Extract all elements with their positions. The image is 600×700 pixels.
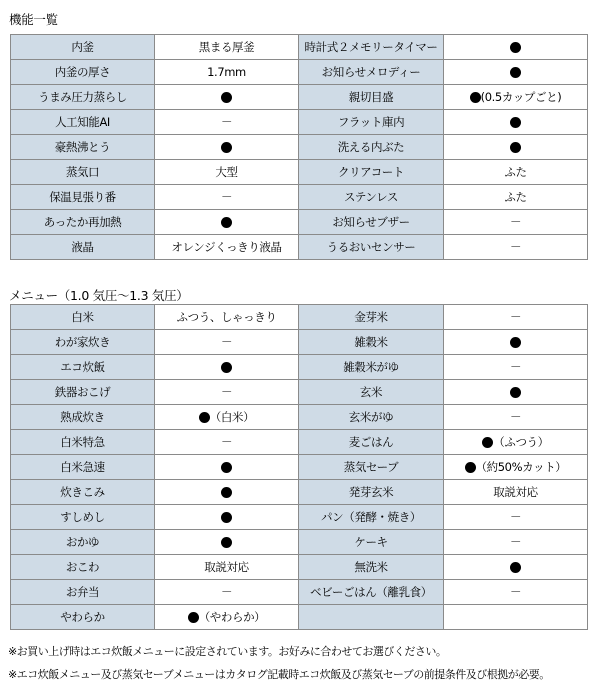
item-label: お知らせブザー	[299, 210, 444, 235]
item-label: 炊きこみ	[11, 480, 155, 505]
menu-table	[10, 304, 588, 630]
table-row	[11, 480, 588, 505]
item-value	[155, 210, 299, 235]
table-row	[11, 135, 588, 160]
item-label: 雑穀米	[299, 330, 444, 355]
item-label: 内釜	[11, 35, 155, 60]
item-value: ふつう、しゃっきり	[155, 305, 299, 330]
item-value	[444, 85, 588, 110]
item-label: ケーキ	[299, 530, 444, 555]
item-value: ふた	[444, 185, 588, 210]
item-value: －	[155, 430, 299, 455]
table-row	[11, 380, 588, 405]
item-value: 大型	[155, 160, 299, 185]
item-label: あったか再加熱	[11, 210, 155, 235]
item-value: －	[155, 185, 299, 210]
item-label: 内釜の厚さ	[11, 60, 155, 85]
item-value	[155, 405, 299, 430]
item-value	[155, 480, 299, 505]
dot-icon	[221, 512, 232, 523]
table-row	[11, 330, 588, 355]
dot-icon	[510, 562, 521, 573]
item-value: 取説対応	[444, 480, 588, 505]
item-label: 金芽米	[299, 305, 444, 330]
table-row	[11, 580, 588, 605]
item-value	[444, 35, 588, 60]
item-label: エコ炊飯	[11, 355, 155, 380]
item-value: －	[444, 580, 588, 605]
item-label: 雑穀米がゆ	[299, 355, 444, 380]
item-value	[444, 135, 588, 160]
item-value	[444, 60, 588, 85]
table-row	[11, 305, 588, 330]
dot-icon	[221, 537, 232, 548]
dot-icon	[510, 67, 521, 78]
item-label: 鉄器おこげ	[11, 380, 155, 405]
item-label: 玄米がゆ	[299, 405, 444, 430]
cell-note: (0.5カップごと)	[480, 90, 562, 104]
item-label: うまみ圧力蒸らし	[11, 85, 155, 110]
dot-icon	[510, 142, 521, 153]
item-value: －	[444, 235, 588, 260]
dot-icon	[221, 462, 232, 473]
table-row	[11, 355, 588, 380]
item-value	[444, 555, 588, 580]
table-row	[11, 85, 588, 110]
item-label: 親切目盛	[299, 85, 444, 110]
item-value: －	[444, 530, 588, 555]
item-label: 麦ごはん	[299, 430, 444, 455]
item-label: 無洗米	[299, 555, 444, 580]
item-label: お弁当	[11, 580, 155, 605]
item-label: おこわ	[11, 555, 155, 580]
table-row	[11, 160, 588, 185]
dot-icon	[221, 142, 232, 153]
note-eco-conditions: ※エコ炊飯メニュー及び蒸気セーブメニューはカタログ記載時エコ炊飯及び蒸気セーブの前提条件及び根拠が必要。	[8, 668, 550, 681]
dot-icon	[465, 462, 476, 473]
features-title: 機能一覧	[9, 12, 58, 27]
table-row	[11, 430, 588, 455]
dot-icon	[221, 487, 232, 498]
item-value	[155, 135, 299, 160]
dot-icon	[510, 117, 521, 128]
item-value: ふた	[444, 160, 588, 185]
table-row	[11, 505, 588, 530]
dot-icon	[221, 217, 232, 228]
note-eco-default: ※お買い上げ時はエコ炊飯メニューに設定されています。お好みに合わせてお選びください。	[8, 645, 447, 658]
table-row	[11, 405, 588, 430]
features-table	[10, 34, 588, 260]
table-row	[11, 185, 588, 210]
item-value	[444, 380, 588, 405]
item-label: 白米急速	[11, 455, 155, 480]
item-label: 保温見張り番	[11, 185, 155, 210]
table-row	[11, 35, 588, 60]
item-value: －	[444, 305, 588, 330]
item-value	[155, 85, 299, 110]
item-value: －	[444, 355, 588, 380]
item-label: フラット庫内	[299, 110, 444, 135]
item-value: オレンジくっきり液晶	[155, 235, 299, 260]
cell-note: （白米）	[209, 410, 255, 424]
dot-icon	[510, 42, 521, 53]
item-value	[155, 530, 299, 555]
dot-icon	[221, 92, 232, 103]
item-label: 玄米	[299, 380, 444, 405]
item-label: 蒸気セーブ	[299, 455, 444, 480]
table-row	[11, 605, 588, 630]
item-label: 液晶	[11, 235, 155, 260]
item-label: ベビーごはん（離乳食）	[299, 580, 444, 605]
item-label: やわらか	[11, 605, 155, 630]
item-value	[155, 605, 299, 630]
item-label: 白米特急	[11, 430, 155, 455]
table-row	[11, 455, 588, 480]
table-row	[11, 60, 588, 85]
item-label: パン（発酵・焼き）	[299, 505, 444, 530]
item-label: 人工知能AI	[11, 110, 155, 135]
item-label: クリアコート	[299, 160, 444, 185]
dot-icon	[188, 612, 199, 623]
item-value: －	[444, 505, 588, 530]
table-row	[11, 235, 588, 260]
menu-title: メニュー（1.0 気圧〜1.3 気圧）	[9, 288, 189, 303]
table-row	[11, 530, 588, 555]
item-label: ステンレス	[299, 185, 444, 210]
dot-icon	[510, 387, 521, 398]
item-value: 黒まる厚釜	[155, 35, 299, 60]
item-label: うるおいセンサー	[299, 235, 444, 260]
cell-note: （ふつう）	[493, 435, 549, 449]
item-value	[155, 355, 299, 380]
item-value: －	[155, 110, 299, 135]
table-row	[11, 110, 588, 135]
item-label: おかゆ	[11, 530, 155, 555]
dot-icon	[470, 92, 481, 103]
dot-icon	[482, 437, 493, 448]
item-value	[444, 605, 588, 630]
item-value: －	[155, 330, 299, 355]
item-value: －	[155, 380, 299, 405]
item-label: 発芽玄米	[299, 480, 444, 505]
dot-icon	[221, 362, 232, 373]
item-value: －	[444, 210, 588, 235]
item-value: 1.7mm	[155, 60, 299, 85]
item-label	[299, 605, 444, 630]
table-row	[11, 555, 588, 580]
item-label: 熟成炊き	[11, 405, 155, 430]
item-value	[444, 455, 588, 480]
item-label: 豪熱沸とう	[11, 135, 155, 160]
item-value	[444, 430, 588, 455]
cell-note: （やわらか）	[198, 610, 266, 624]
item-label: 白米	[11, 305, 155, 330]
item-label: 時計式２メモリータイマー	[299, 35, 444, 60]
item-value	[155, 455, 299, 480]
item-value: －	[444, 405, 588, 430]
dot-icon	[199, 412, 210, 423]
item-value	[155, 505, 299, 530]
item-label: 蒸気口	[11, 160, 155, 185]
cell-note: （約50%カット）	[475, 460, 567, 474]
item-label: すしめし	[11, 505, 155, 530]
item-value: 取説対応	[155, 555, 299, 580]
item-value	[444, 110, 588, 135]
item-label: 洗える内ぶた	[299, 135, 444, 160]
item-value: －	[155, 580, 299, 605]
item-label: わが家炊き	[11, 330, 155, 355]
table-row	[11, 210, 588, 235]
item-label: お知らせメロディー	[299, 60, 444, 85]
dot-icon	[510, 337, 521, 348]
item-value	[444, 330, 588, 355]
